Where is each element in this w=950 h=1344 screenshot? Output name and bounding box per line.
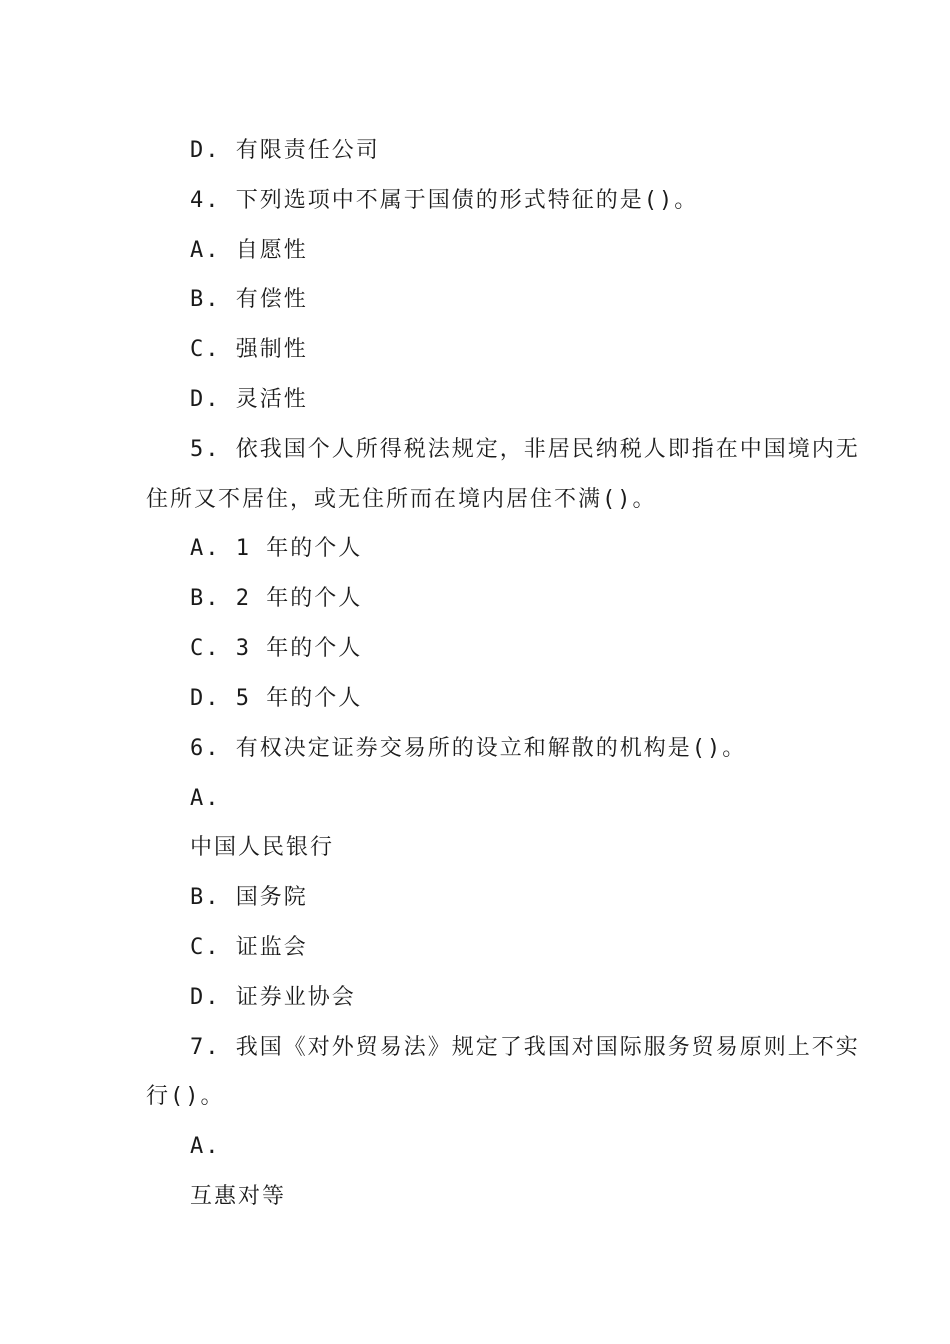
option-d-q5: D. 5 年的个人 bbox=[190, 686, 363, 711]
option-d-q3: D. 有限责任公司 bbox=[190, 138, 380, 163]
option-a-label-q7: A. bbox=[190, 1134, 221, 1159]
option-b-q6: B. 国务院 bbox=[190, 885, 308, 910]
option-c-q5: C. 3 年的个人 bbox=[190, 636, 363, 661]
option-a-q4: A. 自愿性 bbox=[190, 238, 308, 263]
option-a-text-q6: 中国人民银行 bbox=[190, 835, 335, 860]
question-5: 5. 依我国个人所得税法规定，非居民纳税人即指在中国境内无 bbox=[190, 437, 860, 462]
question-7-continued: 行()。 bbox=[146, 1084, 225, 1109]
question-7: 7. 我国《对外贸易法》规定了我国对国际服务贸易原则上不实 bbox=[190, 1035, 860, 1060]
option-c-q4: C. 强制性 bbox=[190, 337, 308, 362]
option-d-q4: D. 灵活性 bbox=[190, 387, 308, 412]
option-a-q5: A. 1 年的个人 bbox=[190, 536, 363, 561]
option-a-label-q6: A. bbox=[190, 786, 221, 811]
option-a-text-q7: 互惠对等 bbox=[190, 1184, 287, 1209]
question-5-continued: 住所又不居住，或无住所而在境内居住不满()。 bbox=[146, 487, 657, 512]
question-6: 6. 有权决定证券交易所的设立和解散的机构是()。 bbox=[190, 736, 747, 761]
question-4: 4. 下列选项中不属于国债的形式特征的是()。 bbox=[190, 188, 699, 213]
option-c-q6: C. 证监会 bbox=[190, 935, 308, 960]
option-d-q6: D. 证券业协会 bbox=[190, 985, 356, 1010]
option-b-q5: B. 2 年的个人 bbox=[190, 586, 363, 611]
option-b-q4: B. 有偿性 bbox=[190, 287, 308, 312]
